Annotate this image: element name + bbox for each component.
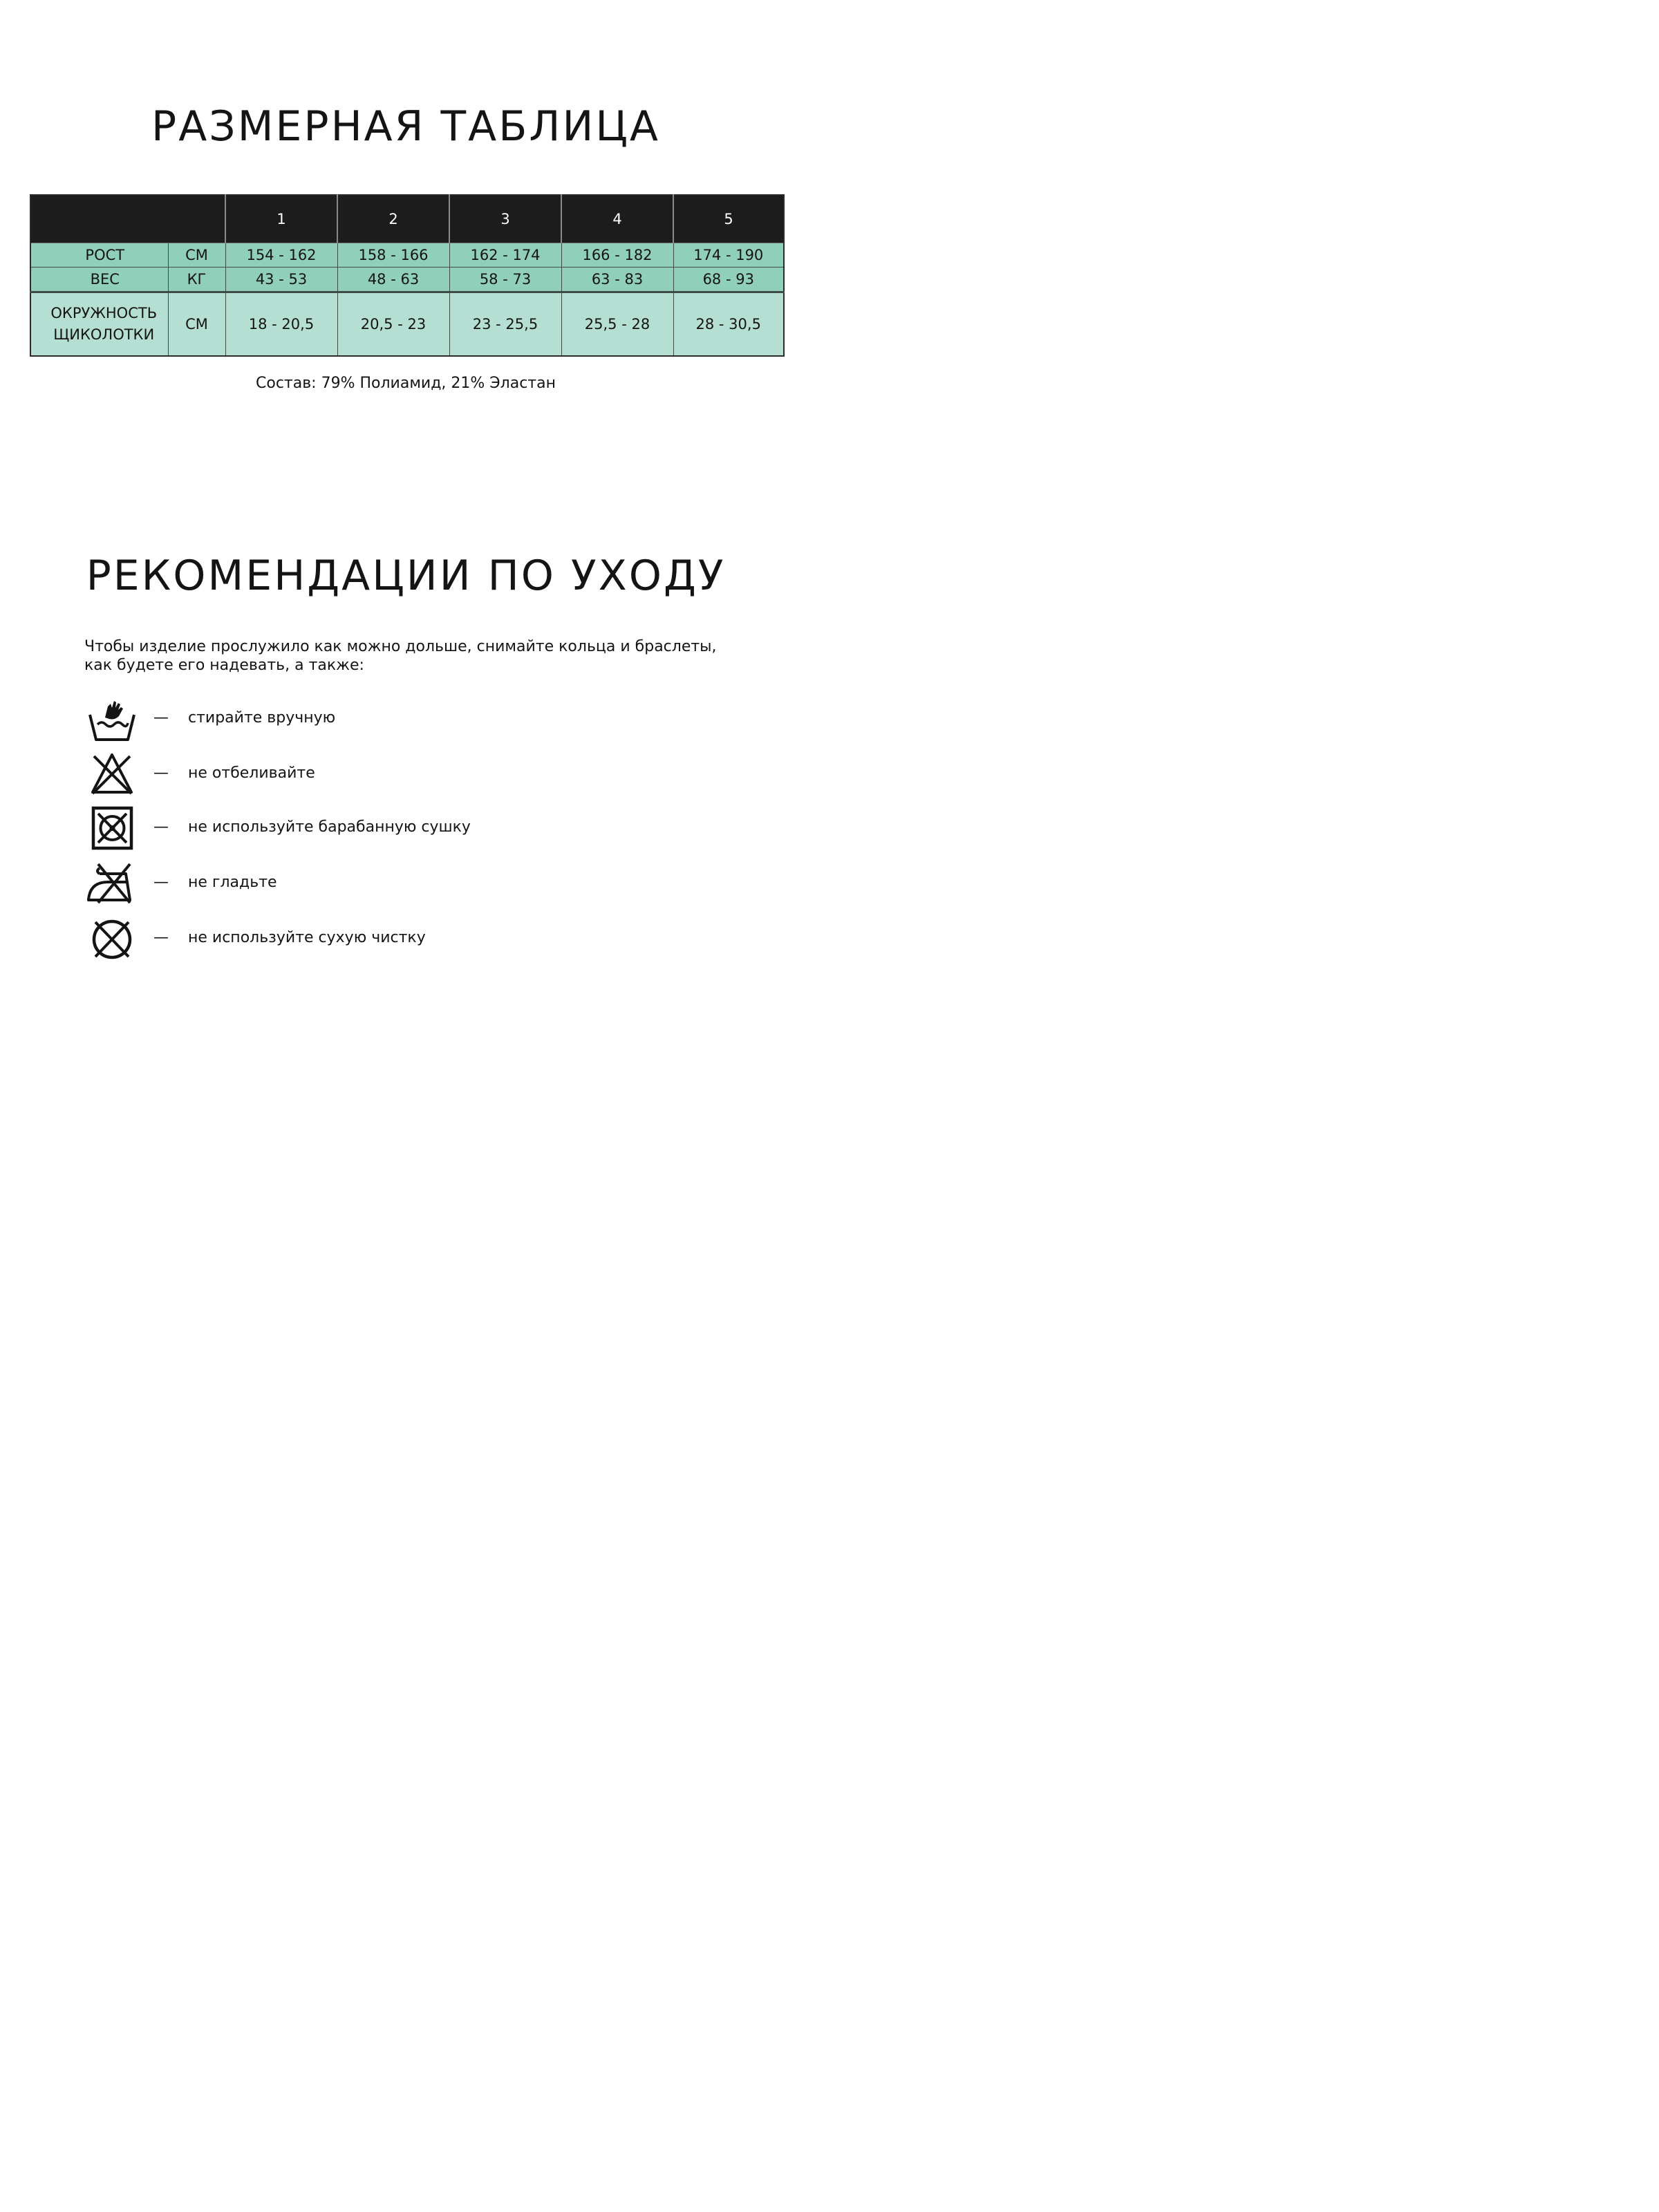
value-cell: 48 - 63 [337, 268, 449, 292]
param-unit: КГ [168, 268, 225, 292]
value-cell: 154 - 162 [225, 243, 337, 268]
composition-text: Состав: 79% Полиамид, 21% Эластан [256, 375, 556, 392]
value-cell: 63 - 83 [561, 268, 673, 292]
size-header: 2 [337, 195, 449, 243]
care-item-no-dry-clean [84, 917, 568, 962]
care-item-no-tumble-dry [84, 806, 568, 852]
care-text: не гладьте [188, 874, 277, 891]
size-header: 1 [225, 195, 337, 243]
size-header-row [30, 195, 784, 243]
care-dash: — [153, 765, 169, 782]
care-dash: — [153, 818, 169, 836]
care-item-no-iron [84, 861, 568, 907]
care-text: не отбеливайте [188, 765, 315, 782]
param-name-line: ОКРУЖНОСТЬ [50, 305, 158, 321]
no-bleach-icon [84, 752, 140, 798]
value-cell: 174 - 190 [673, 243, 784, 268]
care-text: не используйте барабанную сушку [188, 818, 471, 836]
value-cell: 166 - 182 [561, 243, 673, 268]
value-cell: 158 - 166 [337, 243, 449, 268]
value-cell: 25,5 - 28 [561, 292, 673, 357]
care-item-no-bleach [84, 752, 568, 798]
care-intro [84, 637, 748, 675]
size-header: 4 [561, 195, 673, 243]
param-name: РОСТ [30, 243, 168, 268]
care-text: стирайте вручную [188, 709, 336, 727]
value-cell: 20,5 - 23 [337, 292, 449, 357]
param-unit: СМ [168, 243, 225, 268]
value-cell: 68 - 93 [673, 268, 784, 292]
care-dash: — [153, 929, 169, 946]
value-cell: 162 - 174 [449, 243, 561, 268]
param-name [30, 292, 168, 357]
param-unit: СМ [168, 292, 225, 357]
header-blank-cell [30, 195, 225, 243]
value-cell: 23 - 25,5 [449, 292, 561, 357]
value-cell: 28 - 30,5 [673, 292, 784, 357]
param-name: ВЕС [30, 268, 168, 292]
care-dash: — [153, 874, 169, 891]
size-header: 3 [449, 195, 561, 243]
size-header: 5 [673, 195, 784, 243]
care-intro-line: Чтобы изделие прослужило как можно дольше, снимайте кольца и браслеты, [84, 638, 717, 655]
no-iron-icon [84, 861, 140, 907]
param-name-line: ЩИКОЛОТКИ [53, 326, 155, 343]
value-cell: 58 - 73 [449, 268, 561, 292]
care-text: не используйте сухую чистку [188, 929, 426, 946]
size-table [30, 194, 785, 357]
size-chart-title: РАЗМЕРНАЯ ТАБЛИЦА [151, 102, 660, 151]
weight-row [30, 268, 784, 292]
care-title: РЕКОМЕНДАЦИИ ПО УХОДУ [86, 552, 726, 600]
no-dry-clean-icon [84, 917, 140, 962]
no-tumble-dry-icon [84, 806, 140, 852]
care-intro-line: как будете его надевать, а также: [84, 657, 364, 674]
hand-wash-icon [84, 697, 140, 742]
care-dash: — [153, 709, 169, 727]
value-cell: 18 - 20,5 [225, 292, 337, 357]
ankle-row [30, 292, 784, 357]
value-cell: 43 - 53 [225, 268, 337, 292]
care-item-hand-wash [84, 697, 568, 742]
height-row [30, 243, 784, 268]
